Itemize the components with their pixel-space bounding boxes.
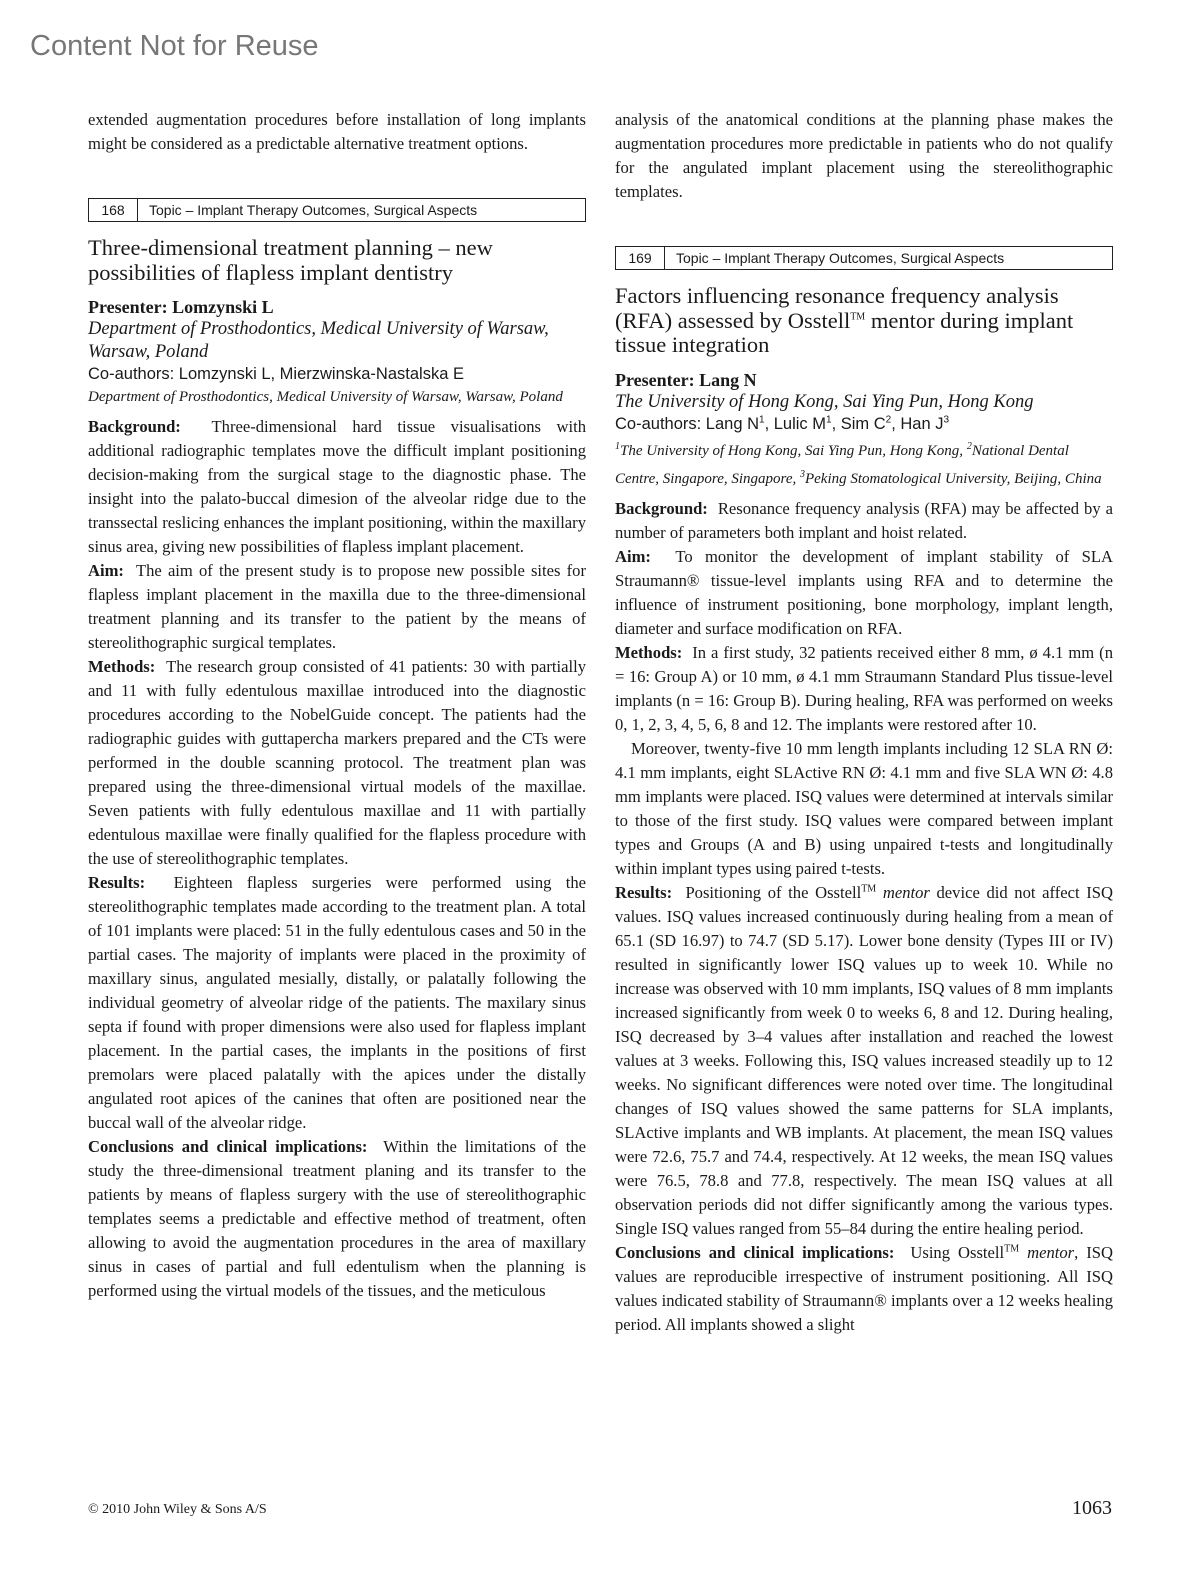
affiliation-text: National Dental Centre, Singapore, Singapore, xyxy=(615,443,1069,487)
abstract-number: 169 xyxy=(616,247,665,269)
conclusions-text: Using Osstell xyxy=(910,1243,1005,1262)
trademark-mark: TM xyxy=(850,311,866,322)
results-label: Results: xyxy=(88,873,146,892)
results-label: Results: xyxy=(615,883,673,902)
methods-label: Methods: xyxy=(88,657,156,676)
conclusions-label: Conclusions and clinical implications: xyxy=(88,1137,368,1156)
background-label: Background: xyxy=(88,417,181,436)
title-part: Factors influencing resonance frequency analysis (RFA) assessed by Osstell xyxy=(615,283,1059,333)
affiliation-text: Peking Stomatological University, Beijing, China xyxy=(804,471,1102,487)
coauthor-superscript: 2 xyxy=(885,414,892,426)
background-text: Three-dimensional hard tissue visualisations with additional radiographic templates move the difficult implant positioning decision-making from the surgical stage to the diagnostic phase. The insight into the palato-buccal dimesion of the alveolar ridge due to the transsectal reslicing enhances the implant positioning, within the maxillary sinus area, giving new possibilities of flapless implant placement. xyxy=(88,417,586,556)
abstract-topic: Topic – Implant Therapy Outcomes, Surgical Aspects xyxy=(149,202,478,218)
right-intro-text: analysis of the anatomical conditions at the planning phase makes the augmentation procedures more predictable in patients who do not qualify for the angulated implant placement using the stereolithographic templates. xyxy=(615,110,1113,201)
abstract-169-results xyxy=(615,881,1113,1241)
abstract-168-results xyxy=(88,871,586,1135)
aim-text: To monitor the development of implant stability of SLA Straumann® tissue-level implants using RFA and to determine the influence of instrument positioning, bone morphology, implant length, diameter and surface modification on RFA. xyxy=(615,547,1113,638)
conclusions-text: , ISQ values are reproducible irrespective of instrument positioning. All ISQ values indicated stability of Straumann® implants over a 12 weeks healing period. All implants showed a slight xyxy=(615,1243,1114,1334)
abstract-169-title xyxy=(615,284,1113,358)
abstract-168-title: Three-dimensional treatment planning – new possibilities of flapless implant dentistry xyxy=(88,235,493,285)
mentor-italic: mentor xyxy=(876,883,930,902)
abstract-169-aim xyxy=(615,545,1113,641)
abstract-169-methods xyxy=(615,641,1113,737)
results-text: device did not affect ISQ values. ISQ values increased continuously during healing from a mean of 65.1 (SD 16.97) to 74.7 (SD 5.17). Lower bone density (Types III or IV) resulted in significantly lower ISQ values up to week 10. While no increase was observed with 10 mm implants, ISQ values of 8 mm implants increased significantly from week 0 to weeks 6, 8 and 12. During healing, ISQ decreased by 3–4 values after installation and reached the lowest values at 3 weeks. Following this, ISQ values increased steadily up to 12 weeks. No significant differences were noted over time. The longitudinal changes of ISQ values showed the same patterns for SLA implants, SLActive implants and WB implants. At placement, the mean ISQ values were 72.6, 75.7 and 74.4, respectively. At 12 weeks, the mean ISQ values were 76.5, 78.8 and 77.8, respectively. The mean ISQ values at all observation periods did not differ significantly among the various types. Single ISQ values ranged from 55–84 during the entire healing period. xyxy=(615,883,1113,1238)
left-column xyxy=(88,108,586,1303)
coauthor-text: , Lulic M xyxy=(764,415,826,433)
aim-label: Aim: xyxy=(88,561,124,580)
abstract-169-topic-box xyxy=(615,246,1113,270)
abstract-168-aim xyxy=(88,559,586,655)
abstract-169-presenter: Presenter: Lang N xyxy=(615,369,757,390)
affiliation-marker: 2 xyxy=(966,441,972,452)
aim-label: Aim: xyxy=(615,547,651,566)
affiliation-marker: 3 xyxy=(799,469,805,480)
methods-text: The research group consisted of 41 patients: 30 with partially and 11 with fully edentulous maxillae introduced into the diagnostic procedures according to the NobelGuide concept. The patients had the radiographic guides with guttapercha markers prepared and the CTs were performed in the double scanning protocol. The treatment plan was prepared using the three-dimensional virtual models of the maxillae. Seven patients with fully edentulous maxillae and 11 with partially edentulous maxillae were finally qualified for the flapless procedure with the use of stereolithographic templates. xyxy=(88,657,586,868)
abstract-168-coauthors: Co-authors: Lomzynski L, Mierzwinska-Nastalska E xyxy=(88,365,464,383)
conclusions-text: Within the limitations of the study the three-dimensional treatment planing and its transfer to the patients by means of flapless surgery with the use of stereolithographic templates seems a predictable and effective method of treatment, often allowing to avoid the augmentation procedures in the area of maxillary sinus in cases of partial and full edentulism when the planning is performed using the virtual models of the tissues, and the meticulous xyxy=(88,1137,587,1300)
coauthor-superscript: 3 xyxy=(943,414,950,426)
coauthor-text: , Sim C xyxy=(831,415,886,433)
methods-text: In a first study, 32 patients received either 8 mm, ø 4.1 mm (n = 16: Group A) or 10 mm, ø 4.1 mm Straumann Standard Plus tissue-level implants (n = 16: Group B). During healing, RFA was performed on weeks 0, 1, 2, 3, 4, 5, 6, 8 and 12. The implants were restored after 10. xyxy=(615,643,1113,734)
results-text: Eighteen flapless surgeries were performed using the stereolithographic templates made according to the treatment plan. A total of 101 implants were placed: 51 in the fully edentulous cases and 50 in the partial cases. The majority of implants were placed in the proximity of maxillary sinus, angulated mesially, distally, or palatally following the individual geometry of alveolar ridge of the patients. The maxilary sinus septa if found with proper dimensions were also used for flapless implant placement. In the partial cases, the implants in the positions of first premolars were placed palatally with the apices under the distally angulated root apices of the canines that often are positioned near the buccal wall of the alveolar ridge. xyxy=(88,873,586,1132)
footer-copyright: © 2010 John Wiley & Sons A/S xyxy=(88,1502,267,1517)
abstract-168-methods xyxy=(88,655,586,871)
abstract-169-methods-continued: Moreover, twenty-five 10 mm length implants including 12 SLA RN Ø: 4.1 mm implants, eight SLActive RN Ø: 4.1 mm and five SLA WN Ø: 4.8 mm implants were placed. ISQ values were determined at intervals similar to those of the first study. ISQ values were compared between implant types and Groups (A and B) using unpaired t-tests and longitudinally within implant types using paired t-tests. xyxy=(615,739,1113,878)
abstract-topic: Topic – Implant Therapy Outcomes, Surgical Aspects xyxy=(676,250,1005,266)
trademark-mark: TM xyxy=(861,883,877,895)
abstract-168-affiliation: Department of Prosthodontics, Medical University of Warsaw, Warsaw, Poland xyxy=(88,319,549,362)
abstract-number: 168 xyxy=(89,199,138,221)
left-intro-text: extended augmentation procedures before installation of long implants might be considered as a predictable alternative treatment options. xyxy=(88,110,586,153)
affiliation-marker: 1 xyxy=(615,441,620,452)
right-column xyxy=(615,108,1113,1337)
coauthor-superscript: 1 xyxy=(759,414,765,426)
title-part: mentor during implant tissue integration xyxy=(615,307,1074,357)
abstract-169-coauthors xyxy=(615,413,1113,435)
conclusions-label: Conclusions and clinical implications: xyxy=(615,1243,895,1262)
watermark: Content Not for Reuse xyxy=(30,30,319,62)
abstract-168-presenter: Presenter: Lomzynski L xyxy=(88,297,274,317)
coauthor-superscript: 1 xyxy=(826,414,832,426)
abstract-169-background xyxy=(615,497,1113,545)
results-text: Positioning of the Osstell xyxy=(685,883,862,902)
background-text: Resonance frequency analysis (RFA) may be affected by a number of parameters both implant and hoist related. xyxy=(615,499,1113,542)
methods-label: Methods: xyxy=(615,643,683,662)
trademark-mark: TM xyxy=(1004,1243,1020,1255)
affiliation-text: The University of Hong Kong, Sai Ying Pun, Hong Kong, xyxy=(620,443,967,459)
coauthor-text: Co-authors: Lang N xyxy=(615,415,759,433)
abstract-169-affiliation: The University of Hong Kong, Sai Ying Pun, Hong Kong xyxy=(615,391,1034,412)
abstract-168-topic-box xyxy=(88,198,586,222)
abstract-168-background xyxy=(88,415,586,559)
aim-text: The aim of the present study is to propose new possible sites for flapless implant placement in the maxilla due to the three-dimensional treatment planning and its transfer to the patient by the means of stereolithographic surgical templates. xyxy=(88,561,586,652)
page-number: 1063 xyxy=(1072,1497,1112,1519)
abstract-168-coaffiliation: Department of Prosthodontics, Medical University of Warsaw, Warsaw, Poland xyxy=(88,389,563,405)
mentor-italic: mentor xyxy=(1019,1243,1075,1262)
abstract-168-conclusions xyxy=(88,1135,586,1303)
abstract-169-coaffiliation xyxy=(615,435,1113,491)
abstract-169-conclusions xyxy=(615,1241,1113,1337)
coauthor-text: , Han J xyxy=(891,415,944,433)
background-label: Background: xyxy=(615,499,708,518)
